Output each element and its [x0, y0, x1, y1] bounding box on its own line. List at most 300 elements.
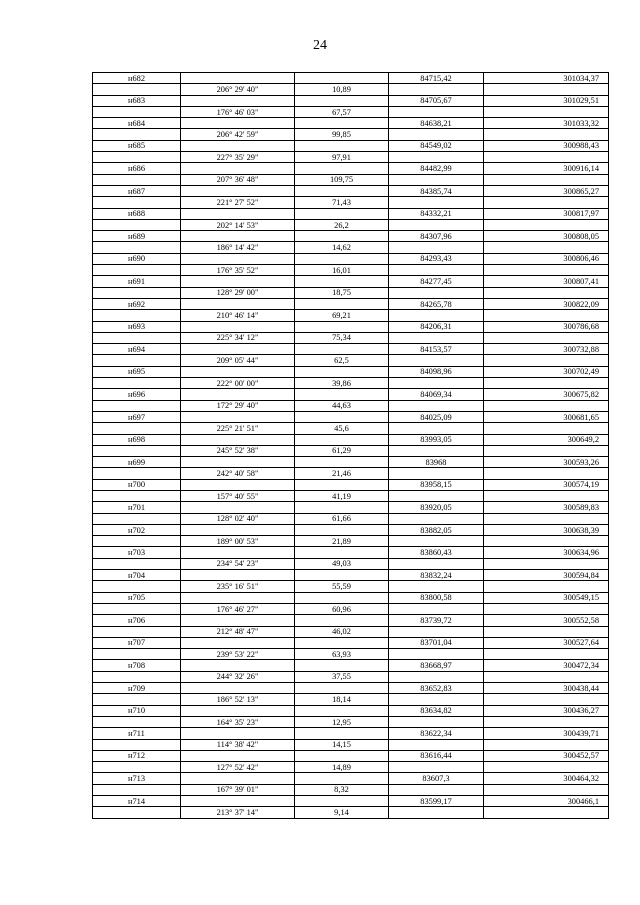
x-coordinate-cell: 83958,15: [389, 479, 484, 490]
distance-cell: [295, 321, 389, 332]
y-coordinate-cell: 300439,71: [484, 728, 609, 739]
point-cell: н692: [93, 298, 181, 309]
table-row: [93, 468, 609, 479]
x-coordinate-cell: [389, 513, 484, 524]
point-cell: н709: [93, 683, 181, 694]
table-row: [93, 615, 609, 626]
point-cell: [93, 310, 181, 321]
x-coordinate-cell: [389, 716, 484, 727]
table-row: [93, 389, 609, 400]
table-row: [93, 434, 609, 445]
angle-cell: 202° 14' 53": [181, 219, 295, 230]
x-coordinate-cell: [389, 265, 484, 276]
angle-cell: 167° 39' 01": [181, 784, 295, 795]
distance-cell: 16,01: [295, 265, 389, 276]
y-coordinate-cell: [484, 242, 609, 253]
table-row: [93, 140, 609, 151]
point-cell: [93, 671, 181, 682]
point-cell: н697: [93, 411, 181, 422]
distance-cell: 37,55: [295, 671, 389, 682]
y-coordinate-cell: [484, 174, 609, 185]
table-row: [93, 694, 609, 705]
y-coordinate-cell: 300638,39: [484, 524, 609, 535]
distance-cell: 8,32: [295, 784, 389, 795]
angle-cell: 235° 16' 51": [181, 581, 295, 592]
point-cell: [93, 603, 181, 614]
angle-cell: 172° 29' 40": [181, 400, 295, 411]
angle-cell: [181, 163, 295, 174]
y-coordinate-cell: [484, 152, 609, 163]
point-cell: н701: [93, 502, 181, 513]
angle-cell: [181, 253, 295, 264]
point-cell: н707: [93, 637, 181, 648]
y-coordinate-cell: 301034,37: [484, 73, 609, 84]
table-row: [93, 378, 609, 389]
y-coordinate-cell: [484, 468, 609, 479]
x-coordinate-cell: [389, 310, 484, 321]
y-coordinate-cell: [484, 536, 609, 547]
distance-cell: [295, 276, 389, 287]
x-coordinate-cell: [389, 219, 484, 230]
y-coordinate-cell: 300988,43: [484, 140, 609, 151]
x-coordinate-cell: [389, 445, 484, 456]
point-cell: [93, 536, 181, 547]
point-cell: [93, 152, 181, 163]
table-row: [93, 400, 609, 411]
x-coordinate-cell: [389, 378, 484, 389]
x-coordinate-cell: 83920,05: [389, 502, 484, 513]
angle-cell: [181, 705, 295, 716]
angle-cell: [181, 276, 295, 287]
table-row: [93, 242, 609, 253]
x-coordinate-cell: [389, 84, 484, 95]
table-row: [93, 490, 609, 501]
point-cell: н700: [93, 479, 181, 490]
y-coordinate-cell: 300732,88: [484, 344, 609, 355]
distance-cell: 55,59: [295, 581, 389, 592]
x-coordinate-cell: [389, 784, 484, 795]
angle-cell: [181, 208, 295, 219]
distance-cell: [295, 411, 389, 422]
table-row: [93, 185, 609, 196]
y-coordinate-cell: 301029,51: [484, 95, 609, 106]
distance-cell: 41,19: [295, 490, 389, 501]
y-coordinate-cell: 300675,82: [484, 389, 609, 400]
table-row: [93, 73, 609, 84]
distance-cell: 14,15: [295, 739, 389, 750]
x-coordinate-cell: [389, 197, 484, 208]
table-row: [93, 705, 609, 716]
x-coordinate-cell: [389, 468, 484, 479]
table-row: [93, 513, 609, 524]
x-coordinate-cell: [389, 558, 484, 569]
distance-cell: 39,86: [295, 378, 389, 389]
angle-cell: 176° 35' 52": [181, 265, 295, 276]
table-row: [93, 457, 609, 468]
angle-cell: [181, 118, 295, 129]
table-row: [93, 332, 609, 343]
distance-cell: [295, 773, 389, 784]
x-coordinate-cell: 84705,67: [389, 95, 484, 106]
distance-cell: 99,85: [295, 129, 389, 140]
distance-cell: [295, 208, 389, 219]
distance-cell: 60,96: [295, 603, 389, 614]
y-coordinate-cell: [484, 423, 609, 434]
y-coordinate-cell: [484, 84, 609, 95]
x-coordinate-cell: 84206,31: [389, 321, 484, 332]
angle-cell: [181, 728, 295, 739]
y-coordinate-cell: [484, 378, 609, 389]
distance-cell: [295, 73, 389, 84]
table-row: [93, 174, 609, 185]
table-row: [93, 310, 609, 321]
x-coordinate-cell: 83882,05: [389, 524, 484, 535]
y-coordinate-cell: 300593,26: [484, 457, 609, 468]
y-coordinate-cell: 300807,41: [484, 276, 609, 287]
distance-cell: 21,46: [295, 468, 389, 479]
table-row: [93, 739, 609, 750]
x-coordinate-cell: 84025,09: [389, 411, 484, 422]
y-coordinate-cell: [484, 716, 609, 727]
table-row: [93, 524, 609, 535]
x-coordinate-cell: 83968: [389, 457, 484, 468]
distance-cell: 109,75: [295, 174, 389, 185]
x-coordinate-cell: 84265,78: [389, 298, 484, 309]
distance-cell: 61,29: [295, 445, 389, 456]
point-cell: н694: [93, 344, 181, 355]
angle-cell: 213° 37' 14": [181, 807, 295, 818]
y-coordinate-cell: [484, 626, 609, 637]
angle-cell: 209° 05' 44": [181, 355, 295, 366]
x-coordinate-cell: 84482,99: [389, 163, 484, 174]
y-coordinate-cell: 300806,46: [484, 253, 609, 264]
distance-cell: 14,62: [295, 242, 389, 253]
angle-cell: 186° 52' 13": [181, 694, 295, 705]
point-cell: н685: [93, 140, 181, 151]
distance-cell: 61,66: [295, 513, 389, 524]
angle-cell: [181, 547, 295, 558]
point-cell: н684: [93, 118, 181, 129]
x-coordinate-cell: 84153,57: [389, 344, 484, 355]
point-cell: [93, 716, 181, 727]
y-coordinate-cell: 300865,27: [484, 185, 609, 196]
y-coordinate-cell: [484, 332, 609, 343]
x-coordinate-cell: 83993,05: [389, 434, 484, 445]
angle-cell: 207° 36' 48": [181, 174, 295, 185]
y-coordinate-cell: 300552,58: [484, 615, 609, 626]
angle-cell: 244° 32' 26": [181, 671, 295, 682]
y-coordinate-cell: [484, 490, 609, 501]
angle-cell: 157° 40' 55": [181, 490, 295, 501]
x-coordinate-cell: 83634,82: [389, 705, 484, 716]
distance-cell: 71,43: [295, 197, 389, 208]
distance-cell: [295, 615, 389, 626]
x-coordinate-cell: 84638,21: [389, 118, 484, 129]
x-coordinate-cell: 84715,42: [389, 73, 484, 84]
angle-cell: [181, 524, 295, 535]
table-row: [93, 603, 609, 614]
angle-cell: [181, 796, 295, 807]
distance-cell: [295, 570, 389, 581]
x-coordinate-cell: 83607,3: [389, 773, 484, 784]
y-coordinate-cell: [484, 197, 609, 208]
table-row: [93, 570, 609, 581]
angle-cell: [181, 389, 295, 400]
point-cell: [93, 197, 181, 208]
x-coordinate-cell: 83616,44: [389, 750, 484, 761]
table-row: [93, 129, 609, 140]
distance-cell: 18,14: [295, 694, 389, 705]
distance-cell: [295, 231, 389, 242]
distance-cell: [295, 547, 389, 558]
distance-cell: [295, 344, 389, 355]
point-cell: [93, 694, 181, 705]
page-number: 24: [313, 38, 327, 53]
point-cell: н712: [93, 750, 181, 761]
angle-cell: [181, 140, 295, 151]
point-cell: н696: [93, 389, 181, 400]
x-coordinate-cell: [389, 581, 484, 592]
point-cell: [93, 558, 181, 569]
x-coordinate-cell: [389, 603, 484, 614]
distance-cell: 62,5: [295, 355, 389, 366]
point-cell: н683: [93, 95, 181, 106]
x-coordinate-cell: 84307,96: [389, 231, 484, 242]
angle-cell: 189° 00' 53": [181, 536, 295, 547]
y-coordinate-cell: 300452,57: [484, 750, 609, 761]
table-row: [93, 265, 609, 276]
y-coordinate-cell: [484, 649, 609, 660]
x-coordinate-cell: 84385,74: [389, 185, 484, 196]
point-cell: н706: [93, 615, 181, 626]
table-row: [93, 728, 609, 739]
x-coordinate-cell: [389, 739, 484, 750]
point-cell: [93, 445, 181, 456]
distance-cell: 97,91: [295, 152, 389, 163]
angle-cell: 222° 00' 00": [181, 378, 295, 389]
y-coordinate-cell: [484, 400, 609, 411]
angle-cell: 176° 46' 27": [181, 603, 295, 614]
table-row: [93, 592, 609, 603]
x-coordinate-cell: [389, 106, 484, 117]
x-coordinate-cell: 83832,24: [389, 570, 484, 581]
angle-cell: 210° 46' 14": [181, 310, 295, 321]
distance-cell: 45,6: [295, 423, 389, 434]
table-row: [93, 197, 609, 208]
point-cell: [93, 265, 181, 276]
point-cell: н698: [93, 434, 181, 445]
point-cell: н688: [93, 208, 181, 219]
distance-cell: [295, 728, 389, 739]
point-cell: [93, 468, 181, 479]
angle-cell: [181, 321, 295, 332]
distance-cell: 12,95: [295, 716, 389, 727]
point-cell: н693: [93, 321, 181, 332]
angle-cell: 164° 35' 23": [181, 716, 295, 727]
angle-cell: 245° 52' 38": [181, 445, 295, 456]
y-coordinate-cell: 300466,1: [484, 796, 609, 807]
point-cell: н690: [93, 253, 181, 264]
distance-cell: 69,21: [295, 310, 389, 321]
angle-cell: [181, 298, 295, 309]
point-cell: [93, 332, 181, 343]
point-cell: н710: [93, 705, 181, 716]
x-coordinate-cell: 83668,97: [389, 660, 484, 671]
point-cell: [93, 129, 181, 140]
table-row: [93, 95, 609, 106]
point-cell: [93, 219, 181, 230]
table-row: [93, 231, 609, 242]
distance-cell: [295, 705, 389, 716]
angle-cell: 225° 34' 12": [181, 332, 295, 343]
distance-cell: 9,14: [295, 807, 389, 818]
distance-cell: [295, 796, 389, 807]
y-coordinate-cell: [484, 310, 609, 321]
angle-cell: 221° 27' 52": [181, 197, 295, 208]
x-coordinate-cell: 83701,04: [389, 637, 484, 648]
angle-cell: [181, 457, 295, 468]
y-coordinate-cell: [484, 784, 609, 795]
y-coordinate-cell: 300817,97: [484, 208, 609, 219]
y-coordinate-cell: 300634,96: [484, 547, 609, 558]
y-coordinate-cell: [484, 445, 609, 456]
angle-cell: 127° 52' 42": [181, 762, 295, 773]
angle-cell: [181, 683, 295, 694]
y-coordinate-cell: [484, 762, 609, 773]
table-row: [93, 796, 609, 807]
table-row: [93, 558, 609, 569]
angle-cell: 225° 21' 51": [181, 423, 295, 434]
x-coordinate-cell: [389, 152, 484, 163]
distance-cell: 10,89: [295, 84, 389, 95]
y-coordinate-cell: [484, 355, 609, 366]
table-row: [93, 423, 609, 434]
point-cell: н691: [93, 276, 181, 287]
table-row: [93, 660, 609, 671]
y-coordinate-cell: 300649,2: [484, 434, 609, 445]
point-cell: н689: [93, 231, 181, 242]
angle-cell: [181, 411, 295, 422]
y-coordinate-cell: 300594,84: [484, 570, 609, 581]
point-cell: н682: [93, 73, 181, 84]
table-row: [93, 208, 609, 219]
point-cell: [93, 490, 181, 501]
y-coordinate-cell: [484, 671, 609, 682]
x-coordinate-cell: 83599,17: [389, 796, 484, 807]
point-cell: [93, 762, 181, 773]
distance-cell: [295, 366, 389, 377]
y-coordinate-cell: [484, 807, 609, 818]
table-row: [93, 84, 609, 95]
angle-cell: [181, 502, 295, 513]
table-row: [93, 366, 609, 377]
angle-cell: [181, 95, 295, 106]
angle-cell: [181, 479, 295, 490]
angle-cell: 114° 38' 42": [181, 739, 295, 750]
table-row: [93, 750, 609, 761]
distance-cell: [295, 479, 389, 490]
table-row: [93, 536, 609, 547]
point-cell: [93, 355, 181, 366]
point-cell: [93, 807, 181, 818]
angle-cell: [181, 231, 295, 242]
angle-cell: 212° 48' 47": [181, 626, 295, 637]
y-coordinate-cell: 300702,49: [484, 366, 609, 377]
y-coordinate-cell: 300822,09: [484, 298, 609, 309]
y-coordinate-cell: [484, 129, 609, 140]
distance-cell: [295, 163, 389, 174]
y-coordinate-cell: [484, 739, 609, 750]
point-cell: [93, 242, 181, 253]
distance-cell: 18,75: [295, 287, 389, 298]
x-coordinate-cell: [389, 649, 484, 660]
table-row: [93, 355, 609, 366]
table-row: [93, 581, 609, 592]
table-row: [93, 502, 609, 513]
y-coordinate-cell: 300681,65: [484, 411, 609, 422]
distance-cell: [295, 253, 389, 264]
table-row: [93, 683, 609, 694]
x-coordinate-cell: [389, 490, 484, 501]
point-cell: [93, 287, 181, 298]
distance-cell: [295, 502, 389, 513]
x-coordinate-cell: [389, 174, 484, 185]
angle-cell: 239° 53' 22": [181, 649, 295, 660]
point-cell: [93, 423, 181, 434]
y-coordinate-cell: 301033,32: [484, 118, 609, 129]
x-coordinate-cell: [389, 400, 484, 411]
point-cell: н703: [93, 547, 181, 558]
y-coordinate-cell: [484, 287, 609, 298]
y-coordinate-cell: 300464,32: [484, 773, 609, 784]
point-cell: н708: [93, 660, 181, 671]
distance-cell: 46,02: [295, 626, 389, 637]
table-row: [93, 762, 609, 773]
table-row: [93, 106, 609, 117]
y-coordinate-cell: [484, 219, 609, 230]
y-coordinate-cell: 300589,83: [484, 502, 609, 513]
angle-cell: [181, 73, 295, 84]
angle-cell: [181, 637, 295, 648]
point-cell: н711: [93, 728, 181, 739]
y-coordinate-cell: [484, 581, 609, 592]
table-row: [93, 773, 609, 784]
point-cell: [93, 581, 181, 592]
point-cell: [93, 649, 181, 660]
distance-cell: [295, 140, 389, 151]
point-cell: [93, 784, 181, 795]
point-cell: [93, 513, 181, 524]
y-coordinate-cell: [484, 694, 609, 705]
y-coordinate-cell: 300549,15: [484, 592, 609, 603]
table-row: [93, 152, 609, 163]
point-cell: н686: [93, 163, 181, 174]
point-cell: [93, 378, 181, 389]
table-row: [93, 253, 609, 264]
point-cell: н705: [93, 592, 181, 603]
table-row: [93, 163, 609, 174]
table-row: [93, 298, 609, 309]
table-row: [93, 479, 609, 490]
table-row: [93, 118, 609, 129]
distance-cell: 49,03: [295, 558, 389, 569]
distance-cell: [295, 389, 389, 400]
distance-cell: [295, 750, 389, 761]
angle-cell: [181, 344, 295, 355]
angle-cell: [181, 570, 295, 581]
table-row: [93, 649, 609, 660]
x-coordinate-cell: [389, 129, 484, 140]
